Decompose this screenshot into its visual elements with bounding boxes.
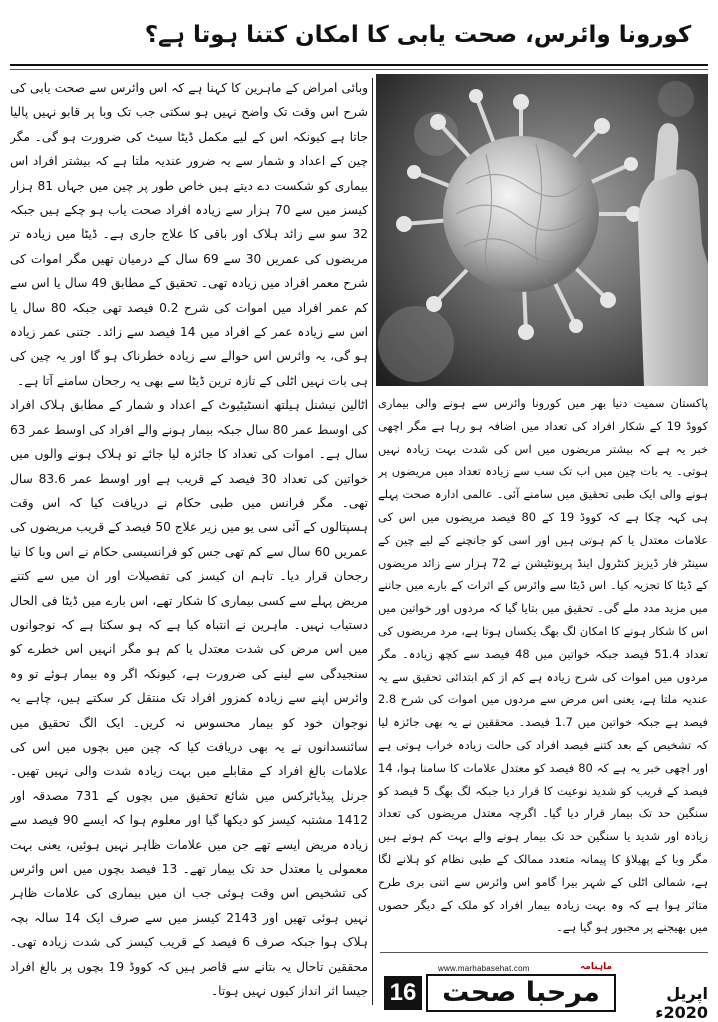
article-paragraph: وبائی امراض کے ماہرین کا کہنا ہے کہ اس وائرس سے صحت یابی کی شرح اس وقت تک واضح نہیں ہو سکتی جب تک وبا پر قابو نہیں پالیا جاتا ہے کیونکہ اس کے لیے مکمل ڈیٹا سیٹ کی ضرورت ہو گی۔ مگر چین کے اعداد و شمار سے یہ ضرور عندیہ ملتا ہے کہ بیشتر افراد اس بیماری کو شکست دے دیتے ہیں خاص طور پر چین میں جہاں 81 ہزار کیسز میں سے 70 ہزار سے زیادہ افراد صحت یاب ہو چکے ہیں جبکہ 32 سو سے زائد ہلاک اور باقی کا علاج جاری ہے۔ ڈیٹا میں زیادہ تر مریضوں کی عمریں 30 سے 69 سال کے درمیان تھیں مگر اموات کی شرح معمر افراد میں زیادہ تھی۔ تحقیق کے مطابق 49 سال یا اس سے کم عمر افراد میں اموات کی شرح 0.2 فیصد تھی جبکہ 80 سال یا اس سے زیادہ عمر کے افراد میں 14 فیصد سے زائد۔ جتنی عمر زیادہ ہو گی، یہ وائرس اس حوالے سے زیادہ خطرناک ہو گا اور یہ چین کی ہی بات نہیں اٹلی کے تازہ ترین ڈیٹا سے بھی یہ رجحان سامنے آتا ہے۔ <box>10 81 368 388</box>
monthly-label: ماہنامہ <box>580 962 613 972</box>
headline-banner <box>134 9 702 61</box>
magazine-logo: مرحبا صحت <box>426 974 616 1012</box>
issue-date: اپریل 2020ء <box>655 984 708 1022</box>
footer-rule <box>380 952 708 953</box>
coronavirus-illustration <box>376 74 708 386</box>
headline-rule <box>10 64 708 66</box>
column-divider <box>372 78 373 1005</box>
website-url[interactable]: www.marhabasehat.com <box>438 964 530 973</box>
article-column-right <box>378 392 708 944</box>
article-paragraph: اٹالین نیشنل ہیلتھ انسٹیٹیوٹ کے اعداد و شمار کے مطابق ہلاک افراد کی اوسط عمر 80 سال جبکہ بیمار ہونے والے افراد کی اوسط عمر 63 سال ہے۔ اموات کی تعداد کا جائزہ لیا جائے تو ہلاک ہونے والوں میں خواتین کی تعداد 30 فیصد کے قریب ہے اور اوسط عمر 83.6 سال تھی۔ مگر فرانس میں طبی حکام نے دریافت کیا کہ اس وقت ہسپتالوں کے آئی سی یو میں زیر علاج 50 فیصد کے قریب مریضوں کی عمریں 60 سال سے کم تھی جس کو فرانسیسی حکام نے اس وبا کا نیا رجحان قرار دیا۔ تاہم ان کیسز کی تفصیلات اور ان میں سے کتنے مریض پہلے سے کسی بیماری کا شکار تھے، اس بارے میں ڈیٹا فی الحال دستیاب نہیں۔ ماہرین نے انتباہ کیا ہے کہ ہو سکتا ہے کہ نوجوانوں میں اس مرض کی شدت معتدل یا کم ہو مگر انہیں اس خطرے کو سنجیدگی سے لینے کی ضرورت ہے، کیونکہ اگر وہ بیمار ہوئے تو وہ وائرس اپنے سے زیادہ کمزور افراد تک منتقل کر سکتے ہیں، چاہے یہ نوجوان خود کو بیمار محسوس نہ کریں۔ ایک الگ تحقیق میں سائنسدانوں نے یہ بھی دریافت کیا کہ چین میں بچوں میں اس کی علامات بالغ افراد کے مقابلے میں بہت زیادہ شدت والی نہیں تھیں۔ جرنل پیڈیاٹرکس میں شائع تحقیق میں بچوں کے 731 مصدقہ اور 1412 مشتبہ کیسز کو دیکھا گیا اور معلوم ہوا کہ ایسے 90 فیصد سے زیادہ مریض ایسے تھے جن میں علامات ظاہر نہیں ہوئیں، یعنی بہت معمولی یا معتدل حد تک بیمار تھے۔ 13 فیصد بچوں میں اس وائرس کی تشخیص اس وقت ہوئی جب ان میں بیماری کی علامات ظاہر نہیں ہوئی تھیں اور 2143 کیسز میں سے صرف ایک 14 سالہ بچہ ہلاک ہوا جبکہ صرف 6 فیصد کے قریب کیسز کی شدت زیادہ تھی۔ محققین تاحال یہ بتانے سے قاصر ہیں کہ کووڈ 19 بچوں پر بالغ افراد جیسا اثر انداز کیوں نہیں ہوتا۔ <box>10 398 368 999</box>
article-column-left <box>10 76 368 1008</box>
page-number: 16 <box>384 976 422 1010</box>
headline-rule-thin <box>10 69 708 70</box>
article-paragraph: پاکستان سمیت دنیا بھر میں کورونا وائرس سے ہونے والی بیماری کووڈ 19 کے شکار افراد کی تعداد میں اضافہ ہو رہا ہے مگر اچھی خبر یہ ہے کہ بیشتر مریضوں میں اس کی شدت بہت زیادہ نہیں ہوتی۔ یہ بات چین میں اب تک سب سے زیادہ تعداد میں مریضوں پر ہونے والی ایک طبی تحقیق میں سامنے آئی۔ عالمی ادارہ صحت پہلے ہی کہہ چکا ہے کہ کووڈ 19 کے 80 فیصد مریضوں میں اس کی علامات معتدل یا کم ہوتی ہیں اور اسی کو جانچنے کے لیے چین کے سینٹر فار ڈیزیز کنٹرول اینڈ پریونٹیشن نے 72 ہزار سے زائد مریضوں کے ڈیٹا کا تجزیہ کیا۔ اس ڈیٹا سے وائرس کے اثرات کے بارے میں جاننے میں مزید مدد ملے گی۔ تحقیق میں بتایا گیا کہ مردوں اور خواتین میں اس کا شکار ہونے کا امکان لگ بھگ یکساں ہوتا ہے، مرد مریضوں کی تعداد 51.4 فیصد جبکہ خواتین میں 48 فیصد سے کچھ زیادہ۔ مگر مردوں میں اموات کی شرح زیادہ ہے کم از کم ابتدائی تحقیق سے یہ عندیہ ملتا ہے، یعنی اس مرض سے مردوں میں اموات کی شرح 2.8 فیصد ہے جبکہ خواتین میں 1.7 فیصد۔ محققین نے یہ بھی جائزہ لیا کہ تشخیص کے بعد کتنے فیصد افراد کی حالت زیادہ خراب ہوتی ہے اور اچھی خبر یہ ہے کہ 80 فیصد کو معتدل علامات کا سامنا ہوا، 14 فیصد کے قریب کو شدید نوعیت کا قرار دیا جبکہ لگ بھگ 5 فیصد کو سنگین حد تک بیمار قرار دیا گیا۔ اگرچہ معتدل مریضوں کی تعداد زیادہ اور شدید یا سنگین حد تک بیمار ہونے والے بہت کم ہوتے ہیں مگر وبا کے پھیلاؤ کا پیمانہ متعدد ممالک کے طبی نظام کو ہلانے لگا ہے، شمالی اٹلی کے شہر بیرا گامو اس وائرس سے اتنی بری طرح متاثر ہوا ہے کہ وہ بہت زیادہ بیمار افراد کو ملک کے دیگر حصوں میں بھیجنے پر مجبور ہو گیا ہے۔ <box>378 396 708 935</box>
article-headline: کورونا وائرس، صحت یابی کا امکان کتنا ہوتا ہے؟ <box>144 22 692 48</box>
magazine-masthead <box>380 962 708 1022</box>
